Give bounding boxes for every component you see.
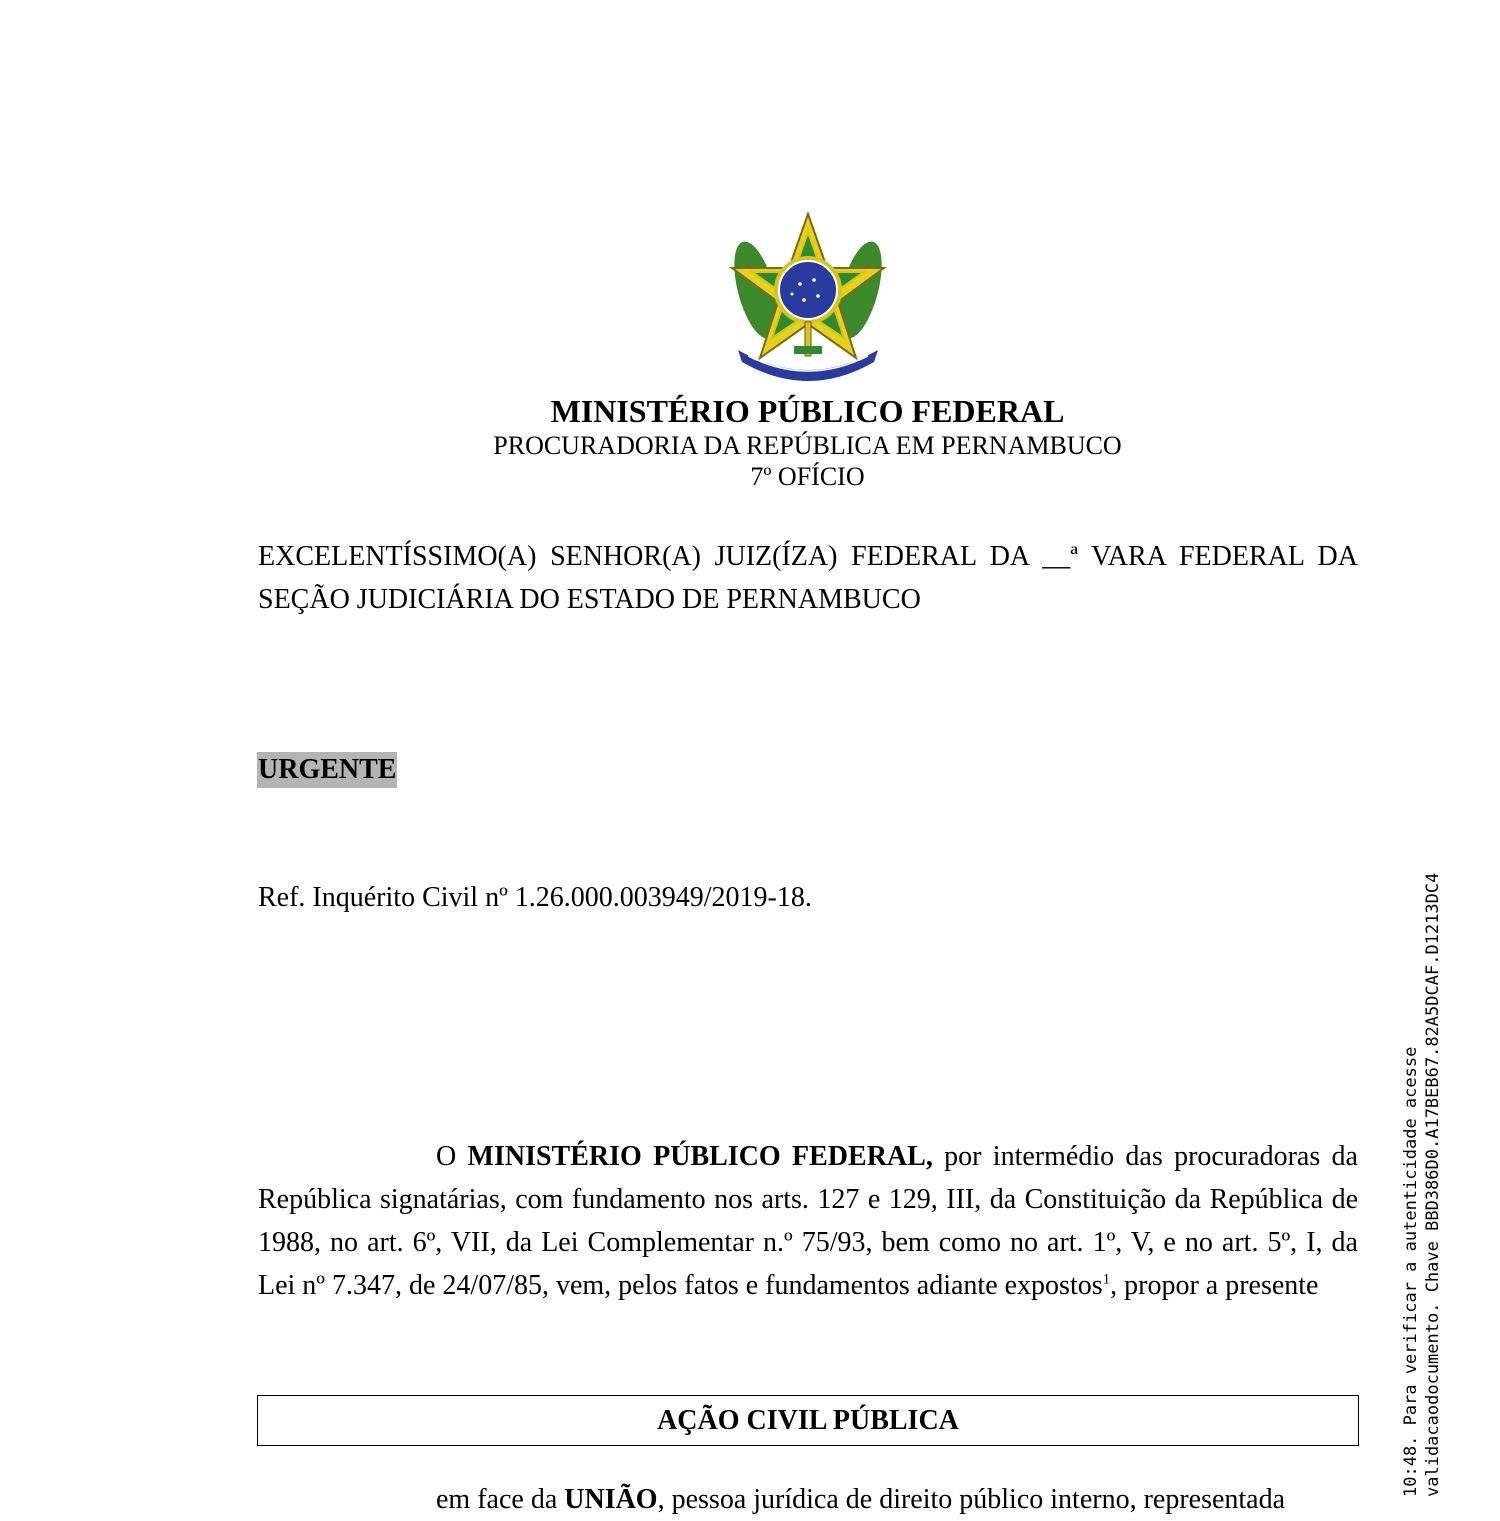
- paragraph-lead: O: [436, 1141, 468, 1172]
- header-office: 7º OFÍCIO: [750, 462, 865, 491]
- stamp-line-2: validacaodocumento. Chave BBD386D0.A17BEB67.82A5DCAF.D1213DC4: [1423, 872, 1443, 1497]
- paragraph-text-end: , propor a presente: [1110, 1270, 1319, 1301]
- urgent-label: URGENTE: [257, 752, 397, 788]
- reference-line: Ref. Inquérito Civil nº 1.26.000.003949/2019-18.: [258, 882, 812, 913]
- addressee: EXCELENTÍSSIMO(A) SENHOR(A) JUIZ(ÍZA) FEDERAL DA __ª VARA FEDERAL DA SEÇÃO JUDICIÁRIA DO ESTADO DE PERNAMBUCO: [258, 541, 1358, 615]
- coat-of-arms-emblem: [728, 210, 888, 390]
- action-title-box: AÇÃO CIVIL PÚBLICA: [257, 1395, 1359, 1446]
- next-line-post: , pessoa jurídica de direito público interno, representada: [657, 1484, 1286, 1515]
- footnote-ref: 1: [1102, 1271, 1111, 1288]
- organization-name: MINISTÉRIO PÚBLICO FEDERAL,: [467, 1141, 933, 1172]
- paragraph-text: por intermédio das procuradoras da República signatárias, com fundamento nos arts. 127 e 129, III, da Constituição da República de 1988, no art. 6º, VII, da Lei Complementar n.º 75/93, bem como no art. 1º, V, e no art. 5º, I, da Lei nº 7.347, de 24/07/85, vem, pelos fatos e fundamentos adiante expostos: [258, 1141, 1358, 1301]
- stamp-line-1: 10:48. Para verificar a autenticidade acesse: [1401, 1046, 1421, 1497]
- authenticity-stamp: [1400, 873, 1444, 1500]
- header-subtitle: PROCURADORIA DA REPÚBLICA EM PERNAMBUCO: [493, 431, 1122, 460]
- opening-paragraph: [258, 1135, 1358, 1307]
- next-line-pre: em face da: [436, 1484, 565, 1515]
- union-name: UNIÃO: [564, 1484, 658, 1515]
- header-title: MINISTÉRIO PÚBLICO FEDERAL: [550, 393, 1065, 429]
